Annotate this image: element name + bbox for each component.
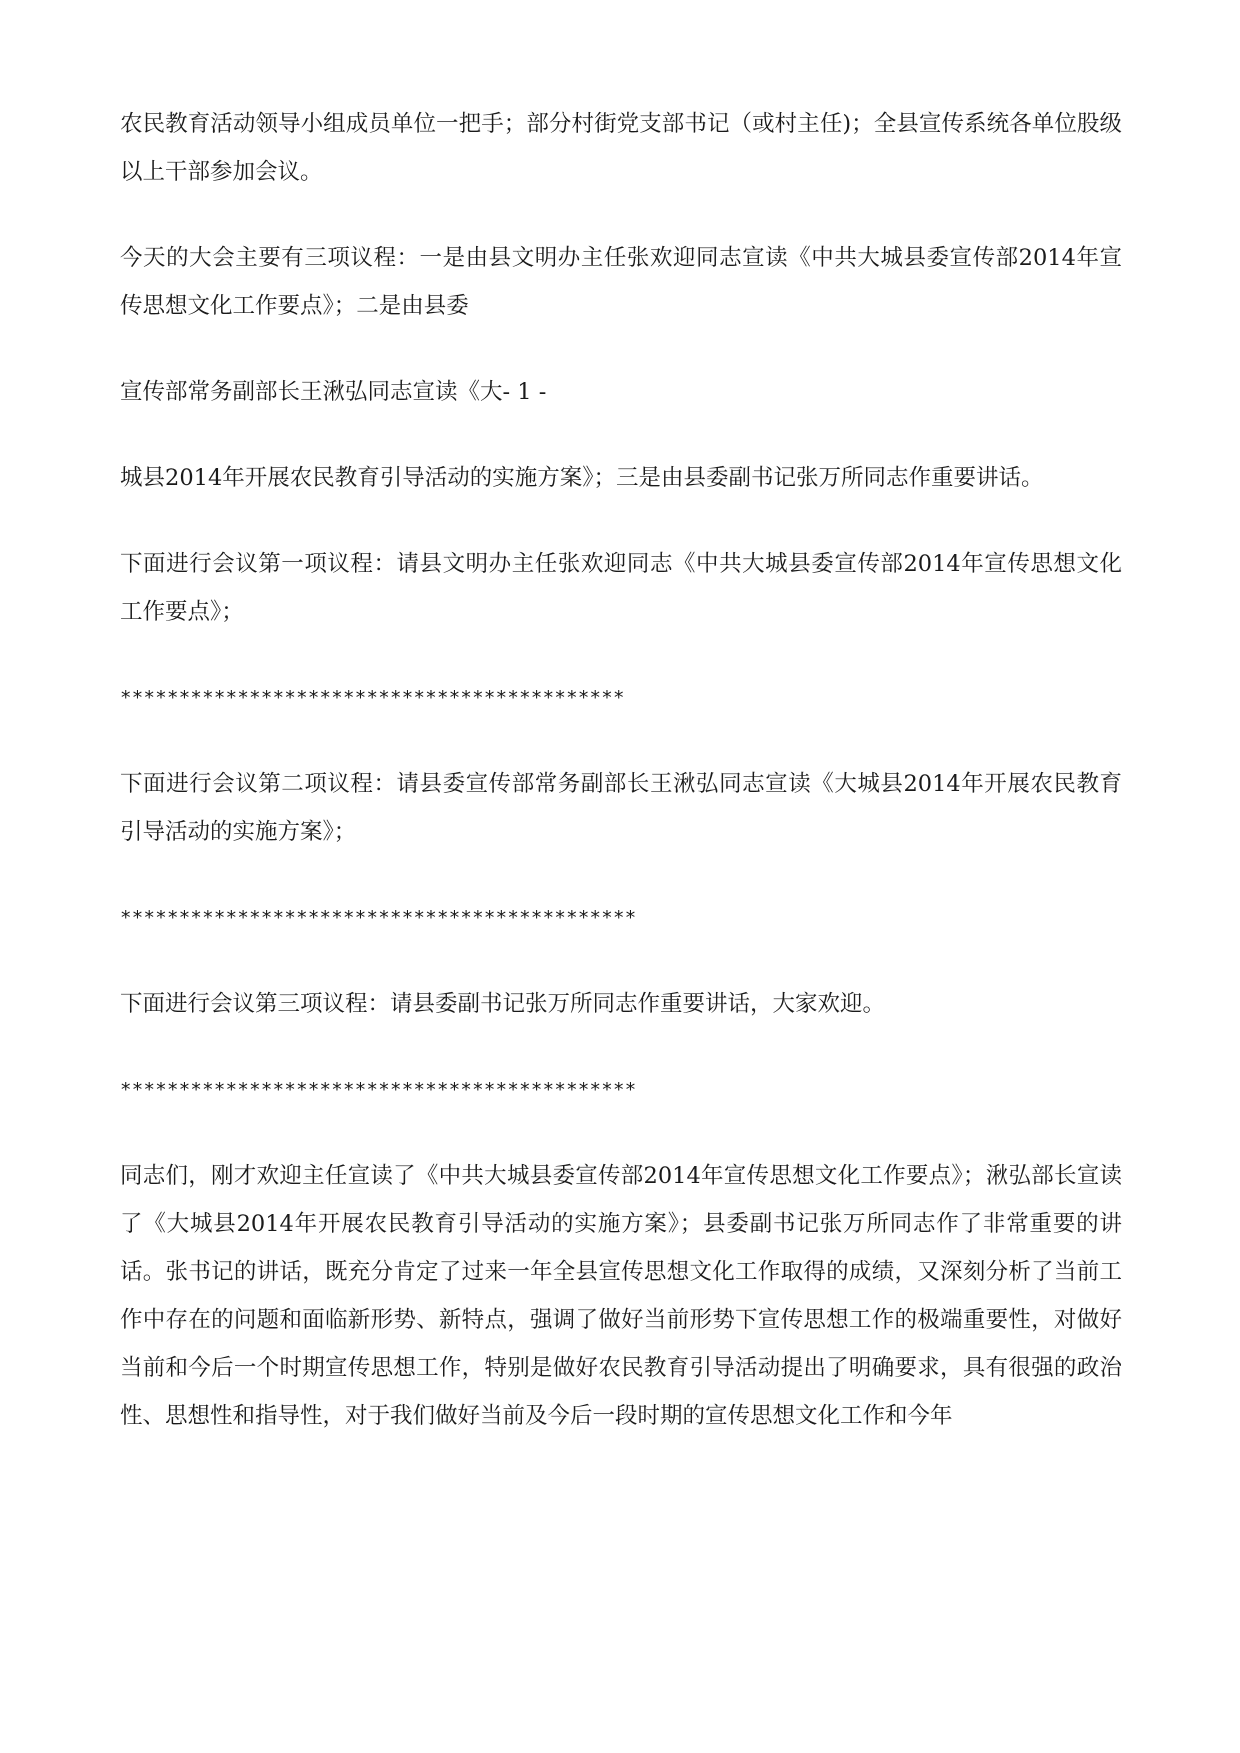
paragraph-agenda-second: 宣传部常务副部长王湫弘同志宣读《大- 1 - bbox=[120, 379, 547, 405]
separator-stars-2: ******************************************** bbox=[120, 907, 637, 929]
paragraph-item-three: 下面进行会议第三项议程：请县委副书记张万所同志作重要讲话，大家欢迎。 bbox=[120, 991, 886, 1017]
paragraph-agenda-third: 城县2014年开展农民教育引导活动的实施方案》；三是由县委副书记张万所同志作重要讲话。 bbox=[120, 465, 1044, 491]
separator-stars-1: ******************************************* bbox=[120, 687, 625, 709]
separator-stars-3: ******************************************** bbox=[120, 1079, 637, 1101]
paragraph-item-two: 下面进行会议第二项议程：请县委宣传部常务副部长王湫弘同志宣读《大城县2014年开展农民教育引导活动的实施方案》； bbox=[120, 771, 1122, 845]
paragraph-summary: 同志们，刚才欢迎主任宣读了《中共大城县委宣传部2014年宣传思想文化工作要点》；湫弘部长宣读了《大城县2014年开展农民教育引导活动的实施方案》；县委副书记张万所同志作了非常重要的讲话。张书记的讲话，既充分肯定了过来一年全县宣传思想文化工作取得的成绩，又深刻分析了当前工作中存在的问题和面临新形势、新特点，强调了做好当前形势下宣传思想工作的极端重要性，对做好当前和今后一个时期宣传思想工作，特别是做好农民教育引导活动提出了明确要求，具有很强的政治性、思想性和指导性，对于我们做好当前及今后一段时期的宣传思想文化工作和今年 bbox=[120, 1163, 1122, 1429]
paragraph-attendees: 农民教育活动领导小组成员单位一把手；部分村街党支部书记（或村主任)；全县宣传系统各单位股级以上干部参加会议。 bbox=[120, 111, 1122, 185]
paragraph-agenda-intro: 今天的大会主要有三项议程：一是由县文明办主任张欢迎同志宣读《中共大城县委宣传部2014年宣传思想文化工作要点》；二是由县委 bbox=[120, 245, 1122, 319]
paragraph-item-one: 下面进行会议第一项议程：请县文明办主任张欢迎同志《中共大城县委宣传部2014年宣传思想文化工作要点》； bbox=[120, 551, 1122, 625]
